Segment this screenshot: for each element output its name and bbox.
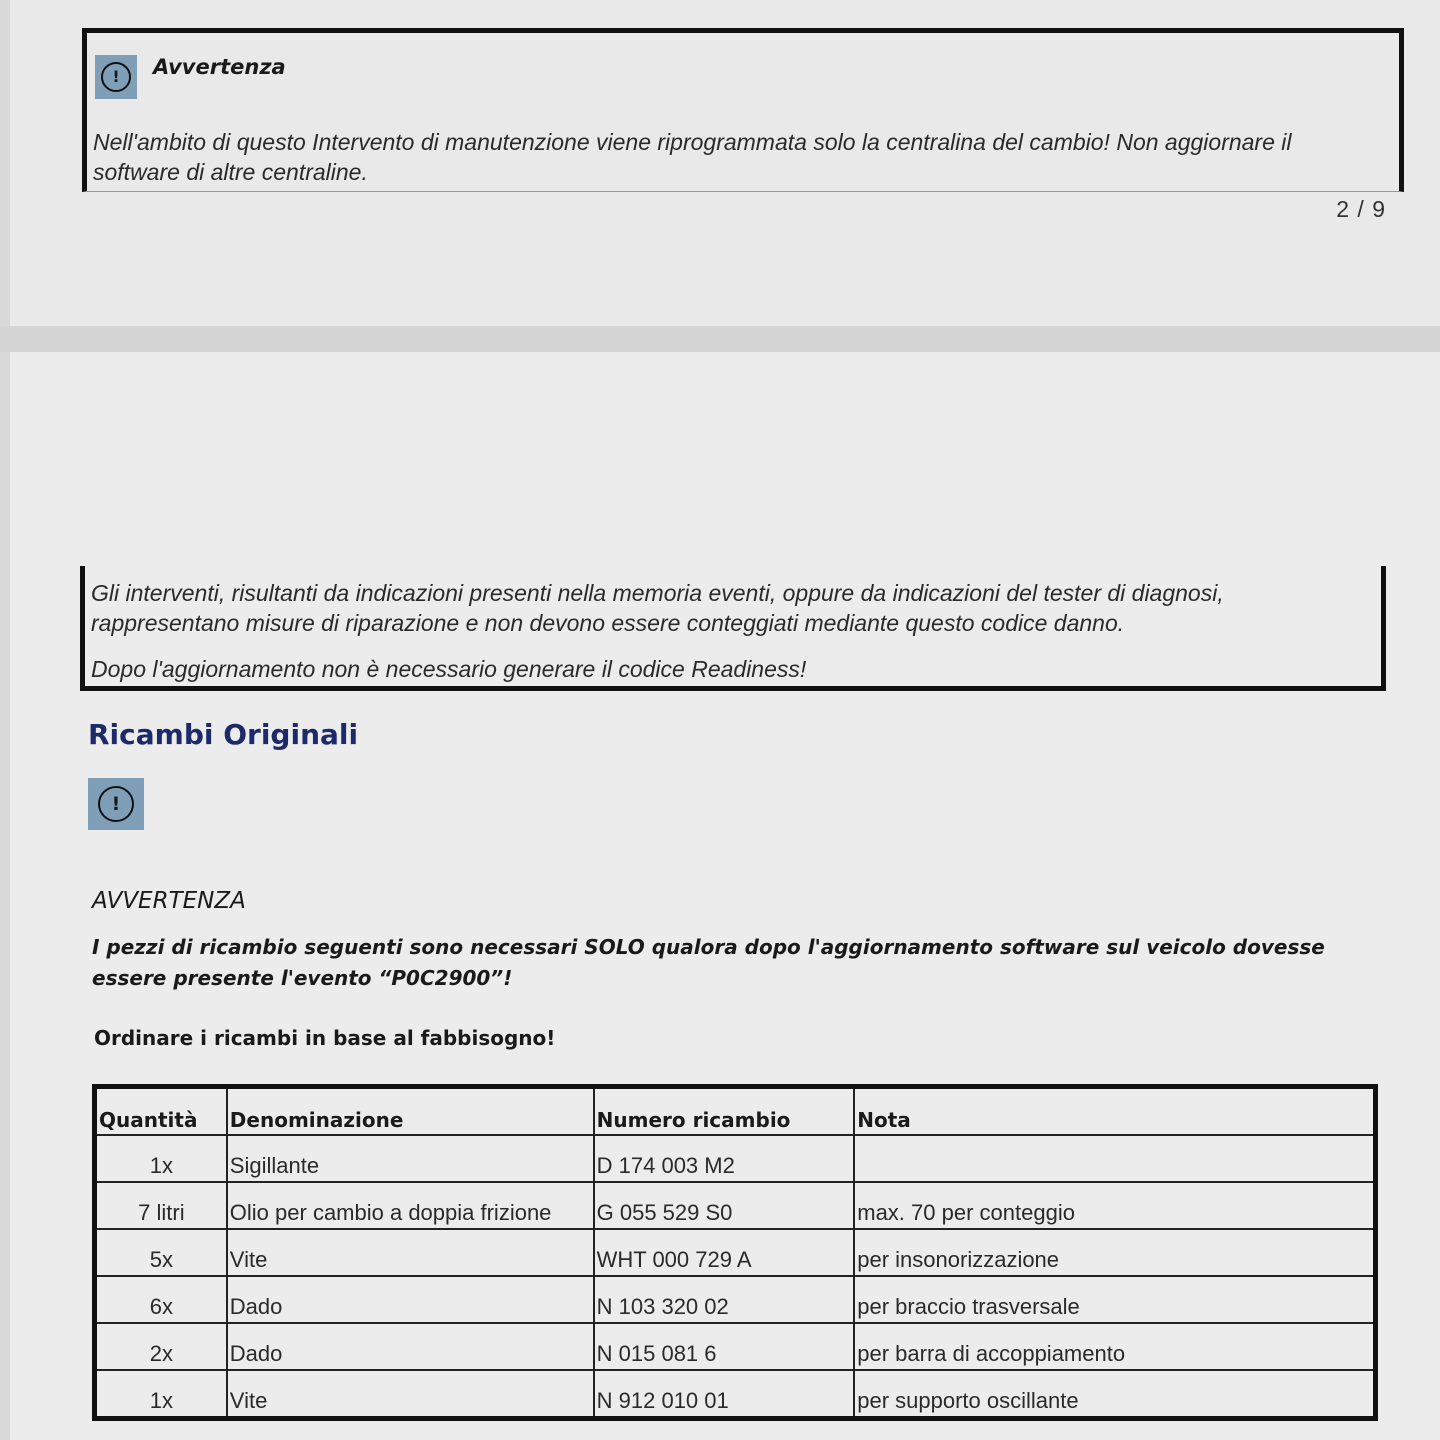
cell-qty: 6x: [95, 1276, 227, 1323]
warning-box: [82, 28, 1404, 192]
warning-title: Avvertenza: [153, 55, 286, 79]
table-row: [95, 1276, 1376, 1323]
header-numero-ricambio: Numero ricambio: [594, 1087, 855, 1136]
cell-note: per supporto oscillante: [854, 1370, 1375, 1419]
table-row: [95, 1229, 1376, 1276]
cell-qty: 7 litri: [95, 1182, 227, 1229]
cell-qty: 2x: [95, 1323, 227, 1370]
cell-part: WHT 000 729 A: [594, 1229, 855, 1276]
header-denominazione: Denominazione: [227, 1087, 594, 1136]
page-number: 2 / 9: [1336, 196, 1386, 222]
cell-qty: 1x: [95, 1370, 227, 1419]
order-note: Ordinare i ricambi in base al fabbisogno!: [94, 1026, 556, 1050]
note-line-1: Gli interventi, risultanti da indicazioni presenti nella memoria eventi, oppure da indicazioni del tester di diagnosi,: [91, 580, 1224, 606]
cell-name: Sigillante: [227, 1135, 594, 1182]
note-line-2: rappresentano misure di riparazione e non devono essere conteggiati mediante questo codice danno.: [91, 610, 1125, 636]
parts-warning-title: AVVERTENZA: [92, 888, 246, 914]
parts-warning-text: I pezzi di ricambio seguenti sono necessari SOLO qualora dopo l'aggiornamento software sul veicolo dovesse essere presente l'evento “P0C2900”!: [92, 935, 1325, 990]
cell-name: Vite: [227, 1370, 594, 1419]
table-header-row: [95, 1087, 1376, 1136]
parts-info-icon: !: [88, 778, 144, 830]
cell-note: max. 70 per conteggio: [854, 1182, 1375, 1229]
cell-note: [854, 1135, 1375, 1182]
cell-part: G 055 529 S0: [594, 1182, 855, 1229]
header-nota: Nota: [854, 1087, 1375, 1136]
cell-name: Dado: [227, 1323, 594, 1370]
cell-part: N 015 081 6: [594, 1323, 855, 1370]
warning-text-line-1: Nell'ambito di questo Intervento di manutenzione viene riprogrammata solo la centralina del cambio! Non aggiornare il: [93, 129, 1292, 155]
table-row: [95, 1182, 1376, 1229]
warning-text-line-2: software di altre centraline.: [93, 159, 368, 185]
table-row: [95, 1323, 1376, 1370]
parts-table: [92, 1084, 1378, 1421]
cell-part: N 103 320 02: [594, 1276, 855, 1323]
cell-name: Olio per cambio a doppia frizione: [227, 1182, 594, 1229]
cell-note: per barra di accoppiamento: [854, 1323, 1375, 1370]
page-1: [10, 0, 1440, 326]
cell-qty: 1x: [95, 1135, 227, 1182]
cell-note: per insonorizzazione: [854, 1229, 1375, 1276]
cell-note: per braccio trasversale: [854, 1276, 1375, 1323]
cell-name: Vite: [227, 1229, 594, 1276]
cell-part: N 912 010 01: [594, 1370, 855, 1419]
table-row: [95, 1370, 1376, 1419]
section-title: Ricambi Originali: [88, 718, 359, 751]
table-row: [95, 1135, 1376, 1182]
page-separator: [0, 326, 1440, 352]
note-box: [80, 566, 1386, 691]
warning-info-icon: !: [95, 55, 137, 99]
note-line-3: Dopo l'aggiornamento non è necessario generare il codice Readiness!: [91, 656, 807, 682]
cell-qty: 5x: [95, 1229, 227, 1276]
cell-part: D 174 003 M2: [594, 1135, 855, 1182]
cell-name: Dado: [227, 1276, 594, 1323]
header-quantita: Quantità: [95, 1087, 227, 1136]
